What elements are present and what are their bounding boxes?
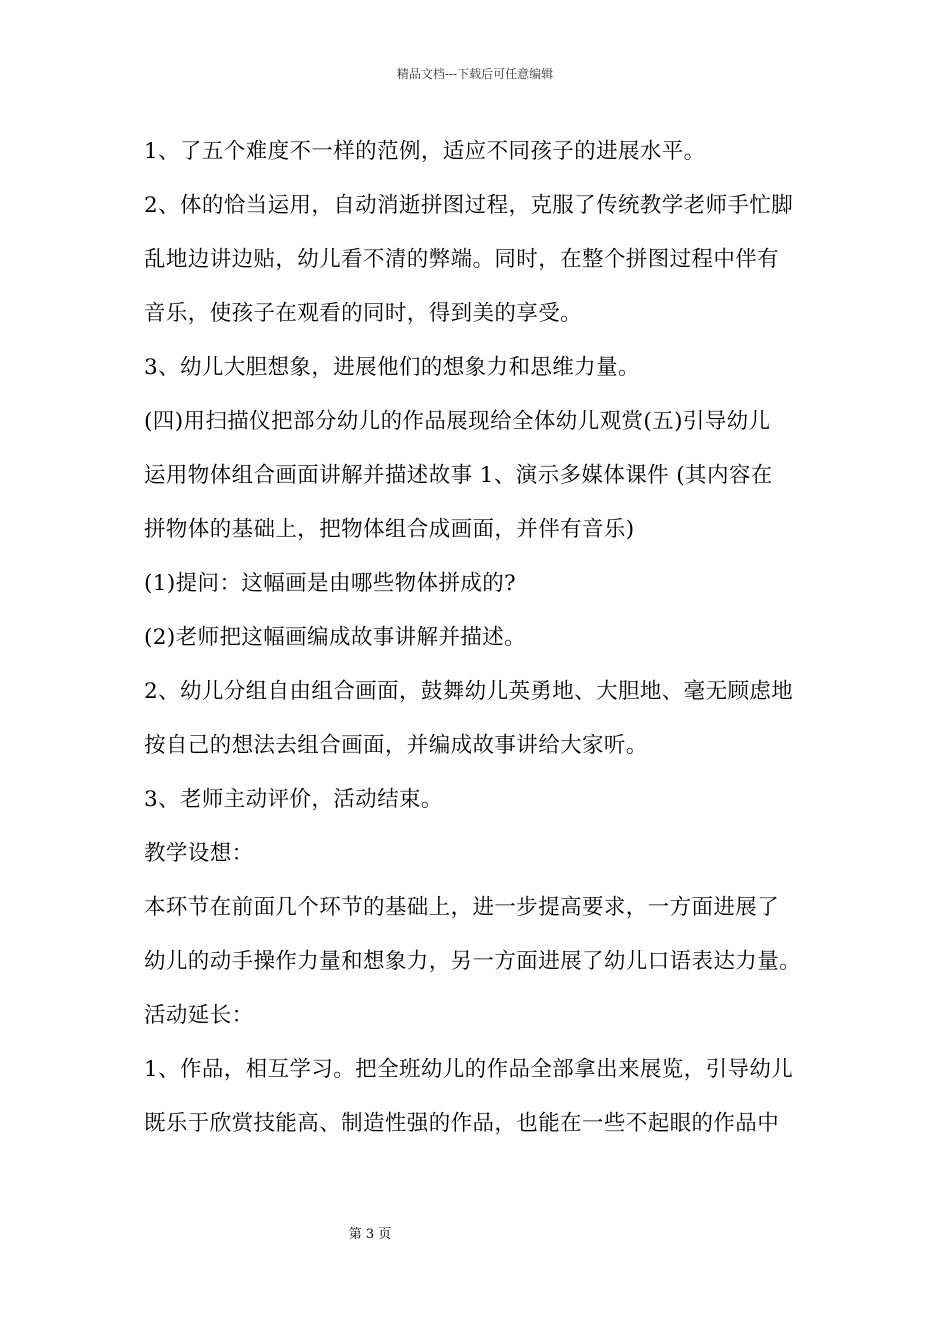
text-line: 乱地边讲边贴，幼儿看不清的弊端。同时，在整个拼图过程中伴有 — [144, 247, 780, 272]
section-heading: 教学设想： — [144, 841, 254, 866]
text-line: 1、作品，相互学习。把全班幼儿的作品全部拿出来展览，引导幼儿 — [144, 1057, 794, 1082]
text-line: (1)提问：这幅画是由哪些物体拼成的? — [144, 571, 517, 596]
text-line: 幼儿的动手操作力量和想象力，另一方面进展了幼儿口语表达力量。 — [144, 949, 802, 974]
text-line: 2、幼儿分组自由组合画面，鼓舞幼儿英勇地、大胆地、毫无顾虑地 — [144, 679, 794, 704]
text-line: 2、体的恰当运用，自动消逝拼图过程，克服了传统教学老师手忙脚 — [144, 193, 794, 218]
text-line: 音乐，使孩子在观看的同时，得到美的享受。 — [144, 301, 583, 326]
text-line: 运用物体组合画面讲解并描述故事 1、演示多媒体课件 (其内容在 — [144, 463, 773, 488]
text-line: 3、幼儿大胆想象，进展他们的想象力和思维力量。 — [144, 355, 640, 380]
text-line: (2)老师把这幅画编成故事讲解并描述。 — [144, 625, 527, 650]
section-heading: 活动延长： — [144, 1003, 254, 1028]
text-line: (四)用扫描仪把部分幼儿的作品展现给全体幼儿观赏(五)引导幼儿 — [144, 409, 771, 434]
page-number: 第 3 页 — [348, 1227, 392, 1242]
text-line: 本环节在前面几个环节的基础上，进一步提高要求，一方面进展了 — [144, 895, 780, 920]
page-header: 精品文档---下载后可任意编辑 — [396, 67, 554, 81]
text-line: 既乐于欣赏技能高、制造性强的作品，也能在一些不起眼的作品中 — [144, 1111, 780, 1136]
text-line: 拼物体的基础上，把物体组合成画面，并伴有音乐) — [144, 517, 635, 542]
text-line: 1、了五个难度不一样的范例，适应不同孩子的进展水平。 — [144, 139, 706, 164]
text-line: 3、老师主动评价，活动结束。 — [144, 787, 443, 812]
text-line: 按自己的想法去组合画面，并编成故事讲给大家听。 — [144, 733, 648, 758]
document-body — [144, 130, 816, 1156]
